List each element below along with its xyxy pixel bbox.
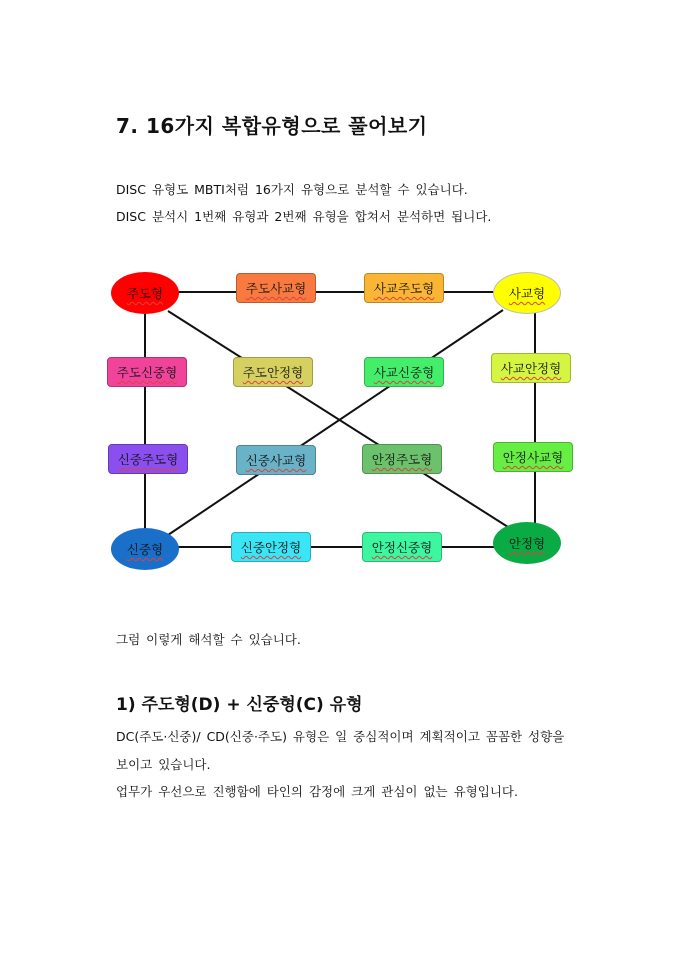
node-conscientiousness: 신중형 — [111, 528, 179, 570]
intro-line-1: DISC 유형도 MBTI처럼 16가지 유형으로 분석할 수 있습니다. — [116, 182, 468, 197]
section1-line-2: 보이고 있습니다. — [116, 757, 211, 772]
node-sc: 안정신중형 — [362, 532, 442, 562]
section-heading: 7. 16가지 복합유형으로 풀어보기 — [116, 114, 428, 138]
node-di: 주도사교형 — [236, 273, 316, 303]
node-si: 안정사교형 — [493, 442, 573, 472]
node-cd: 신중주도형 — [108, 444, 188, 474]
node-dominance: 주도형 — [111, 272, 179, 314]
after-diagram-text: 그럼 이렇게 해석할 수 있습니다. — [116, 632, 301, 647]
node-influence: 사교형 — [493, 272, 561, 314]
node-dc: 주도신중형 — [107, 357, 187, 387]
node-ic: 사교신중형 — [364, 357, 444, 387]
node-ci: 신중사교형 — [236, 445, 316, 475]
disc-16-types-diagram — [100, 260, 580, 580]
node-sd: 안정주도형 — [362, 444, 442, 474]
section1-line-3: 업무가 우선으로 진행함에 타인의 감정에 크게 관심이 없는 유형입니다. — [116, 784, 518, 799]
node-cs: 신중안정형 — [231, 532, 311, 562]
node-steadiness: 안정형 — [493, 522, 561, 564]
node-is: 사교안정형 — [491, 353, 571, 383]
intro-line-2: DISC 분석시 1번째 유형과 2번째 유형을 합쳐서 분석하면 됩니다. — [116, 209, 492, 224]
section1-line-1: DC(주도·신중)/ CD(신중·주도) 유형은 일 중심적이며 계획적이고 꼼꼼한 성향을 — [116, 729, 565, 744]
subsection-heading: 1) 주도형(D) + 신중형(C) 유형 — [116, 695, 363, 715]
node-ds: 주도안정형 — [233, 357, 313, 387]
connector-diagonal-d-s — [168, 311, 508, 527]
node-id: 사교주도형 — [364, 273, 444, 303]
